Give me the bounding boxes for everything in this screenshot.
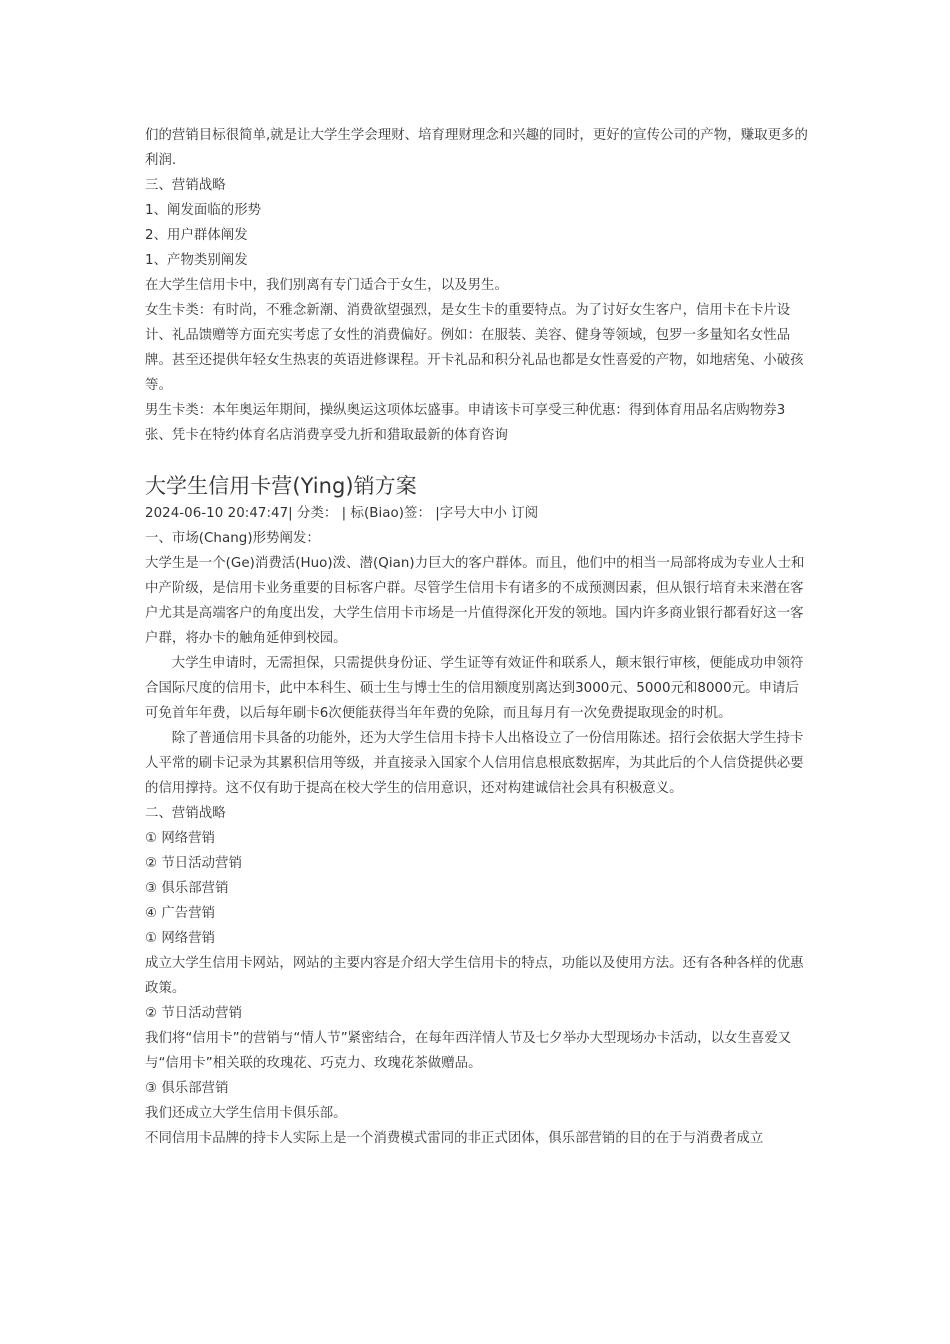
- section-heading: 一、市场(Chang)形势阐发：: [145, 531, 320, 546]
- paragraph: 成立大学生信用卡网站，网站的主要内容是介绍大学生信用卡的特点，功能以及使用方法。还有各种各样的优惠政策。: [145, 956, 804, 996]
- article-title: 大学生信用卡营(Ying)销方案: [145, 474, 417, 498]
- article-meta: 2024-06-10 20:47:47| 分类： | 标(Biao)签： |字号大中小 订阅: [145, 506, 539, 521]
- section-heading: 三、营销战略: [145, 178, 226, 193]
- paragraph: 除了普通信用卡具备的功能外，还为大学生信用卡持卡人出格设立了一份信用陈述。招行会依据大学生持卡人平常的刷卡记录为其累积信用等级，并直接录入国家个人信用信息根底数据库，为其此后的个人信贷提供必要的信用撑持。这不仅有助于提高在校大学生的信用意识，还对构建诚信社会具有积极意义。: [145, 731, 804, 796]
- subsection-heading: ① 网络营销: [145, 931, 216, 946]
- paragraph: 们的营销目标很简单,就是让大学生学会理财、培育理财理念和兴趣的同时，更好的宣传公司的产物，赚取更多的利润.: [145, 128, 808, 168]
- paragraph: 不同信用卡品牌的持卡人实际上是一个消费模式雷同的非正式团体，俱乐部营销的目的在于与消费者成立: [145, 1131, 764, 1146]
- section-heading: 二、营销战略: [145, 806, 226, 821]
- paragraph: 我们还成立大学生信用卡俱乐部。: [145, 1106, 347, 1121]
- list-item: 1、产物类别阐发: [145, 253, 248, 268]
- list-item: 2、用户群体阐发: [145, 228, 248, 243]
- subsection-heading: ② 节日活动营销: [145, 1006, 243, 1021]
- paragraph: 大学生是一个(Ge)消费活(Huo)泼、潜(Qian)力巨大的客户群体。而且，他们中的相当一局部将成为专业人士和中产阶级，是信用卡业务重要的目标客户群。尽管学生信用卡有诸多的不成预测因素，但从银行培育未来潜在客户尤其是高端客户的角度出发，大学生信用卡市场是一片值得深化开发的领地。国内许多商业银行都看好这一客户群，将办卡的触角延伸到校园。: [145, 556, 805, 646]
- list-item: 1、阐发面临的形势: [145, 203, 262, 218]
- paragraph: 女生卡类：有时尚，不雅念新潮、消费欲望强烈，是女生卡的重要特点。为了讨好女生客户，信用卡在卡片设计、礼品馈赠等方面充实考虑了女性的消费偏好。例如：在服装、美容、健身等领域，包罗一多量知名女性品牌。甚至还提供年轻女生热衷的英语进修课程。开卡礼品和积分礼品也都是女性喜爱的产物，如地痞兔、小破孩等。: [145, 303, 804, 393]
- list-item: ① 网络营销: [145, 831, 216, 846]
- document-body: [145, 123, 810, 1151]
- paragraph: 我们将“信用卡”的营销与“情人节”紧密结合，在每年西洋情人节及七夕举办大型现场办卡活动，以女生喜爱又与“信用卡”相关联的玫瑰花、巧克力、玫瑰花茶做赠品。: [145, 1031, 792, 1071]
- list-item: ④ 广告营销: [145, 906, 216, 921]
- paragraph: 男生卡类：本年奥运年期间，操纵奥运这项体坛盛事。申请该卡可享受三种优惠：得到体育用品名店购物券3张、凭卡在特约体育名店消费享受九折和猎取最新的体育咨询: [145, 403, 786, 443]
- subsection-heading: ③ 俱乐部营销: [145, 1081, 229, 1096]
- paragraph: 在大学生信用卡中，我们别离有专门适合于女生，以及男生。: [145, 278, 508, 293]
- list-item: ② 节日活动营销: [145, 856, 243, 871]
- list-item: ③ 俱乐部营销: [145, 881, 229, 896]
- paragraph: 大学生申请时，无需担保，只需提供身份证、学生证等有效证件和联系人，颠末银行审核，便能成功申领符合国际尺度的信用卡，此中本科生、硕士生与博士生的信用额度别离达到3000元、5000元和8000元。申请后可免首年年费，以后每年刷卡6次便能获得当年年费的免除，而且每月有一次免费提取现金的时机。: [145, 656, 804, 721]
